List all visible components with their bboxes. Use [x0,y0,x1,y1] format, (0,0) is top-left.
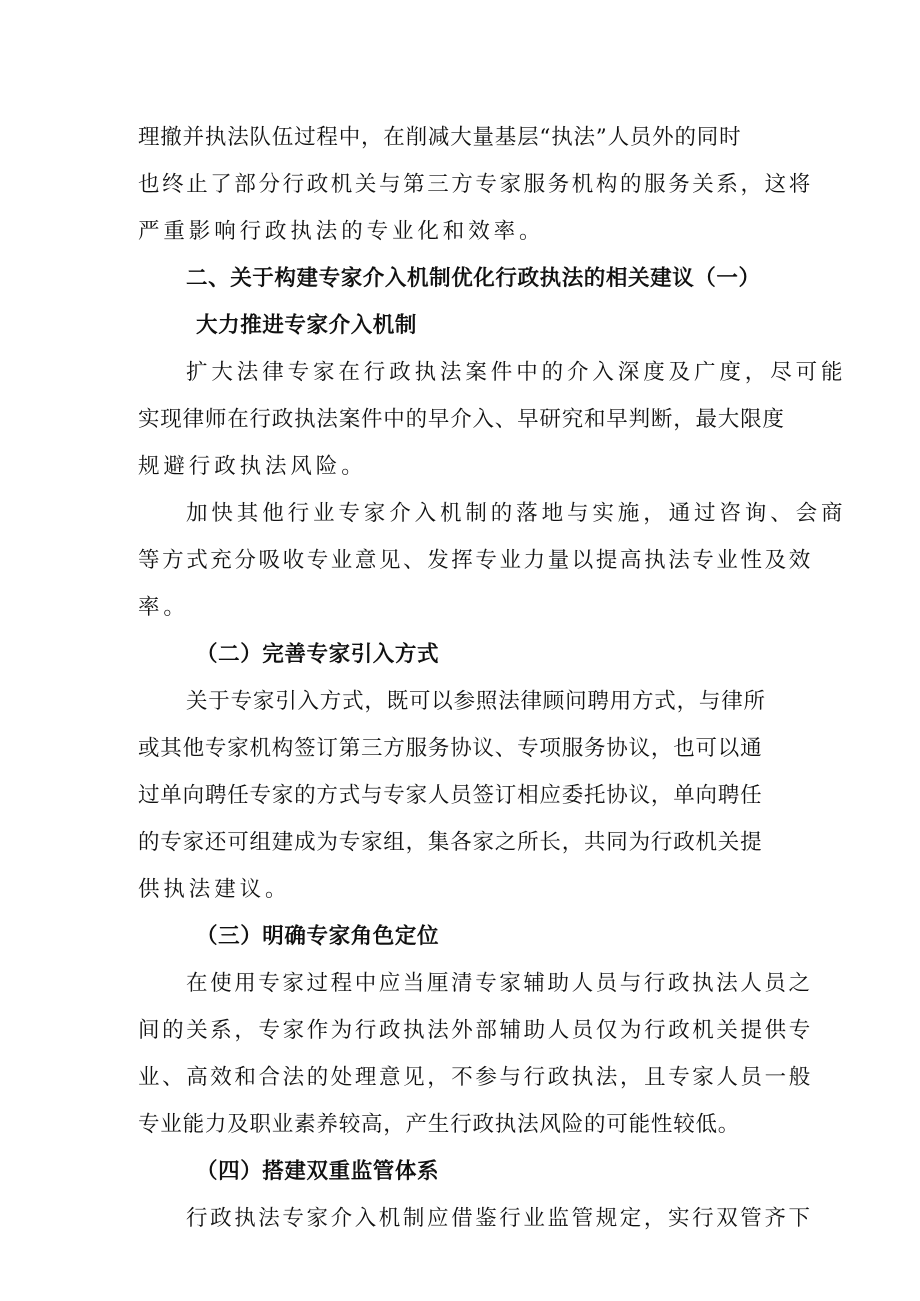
paragraph-line: 或其他专家机构签订第三方服务协议、专项服务协议，也可以通 [138,736,763,761]
paragraph-line: 严重影响行政执法的专业化和效率。 [138,219,545,244]
subsection-heading: （四）搭建双重监管体系 [196,1159,440,1184]
section-heading: 二、关于构建专家介入机制优化行政执法的相关建议（一） [186,266,761,291]
paragraph-line: 业、高效和合法的处理意见，不参与行政执法，且专家人员一般 [138,1065,813,1090]
paragraph-line: 行政执法专家介入机制应借鉴行业监管规定，实行双管齐下 [186,1206,813,1231]
paragraph-line: 率。 [138,595,189,620]
paragraph-line: 也终止了部分行政机关与第三方专家服务机构的服务关系，这将 [138,172,813,197]
paragraph-line: 间的关系，专家作为行政执法外部辅助人员仅为行政机关提供专 [138,1018,813,1043]
subsection-heading: 大力推进专家介入机制 [196,313,418,338]
paragraph-line: 在使用专家过程中应当厘清专家辅助人员与行政执法人员之 [186,971,813,996]
paragraph-line: 专业能力及职业素养较高，产生行政执法风险的可能性较低。 [138,1112,741,1137]
subsection-heading: （二）完善专家引入方式 [196,642,440,667]
paragraph-line: 供执法建议。 [138,877,291,902]
paragraph-line: 过单向聘任专家的方式与专家人员签订相应委托协议，单向聘任 [138,783,763,808]
paragraph-line: 的专家还可组建成为专家组，集各家之所长，共同为行政机关提 [138,830,763,855]
subsection-heading: （三）明确专家角色定位 [196,924,440,949]
paragraph-line: 等方式充分吸收专业意见、发挥专业力量以提高执法专业性及效 [138,548,813,573]
paragraph-line: 规避行政执法风险。 [138,454,367,479]
paragraph-line: 理撤并执法队伍过程中，在削减大量基层“执法”人员外的同时 [138,125,742,150]
paragraph-line: 实现律师在行政执法案件中的早介入、早研究和早判断，最大限度 [138,407,785,432]
paragraph-line: 加快其他行业专家介入机制的落地与实施，通过咨询、会商 [186,501,847,526]
paragraph-line: 关于专家引入方式，既可以参照法律顾问聘用方式，与律所 [186,689,766,714]
paragraph-line: 扩大法律专家在行政执法案件中的介入深度及广度，尽可能 [186,360,847,385]
